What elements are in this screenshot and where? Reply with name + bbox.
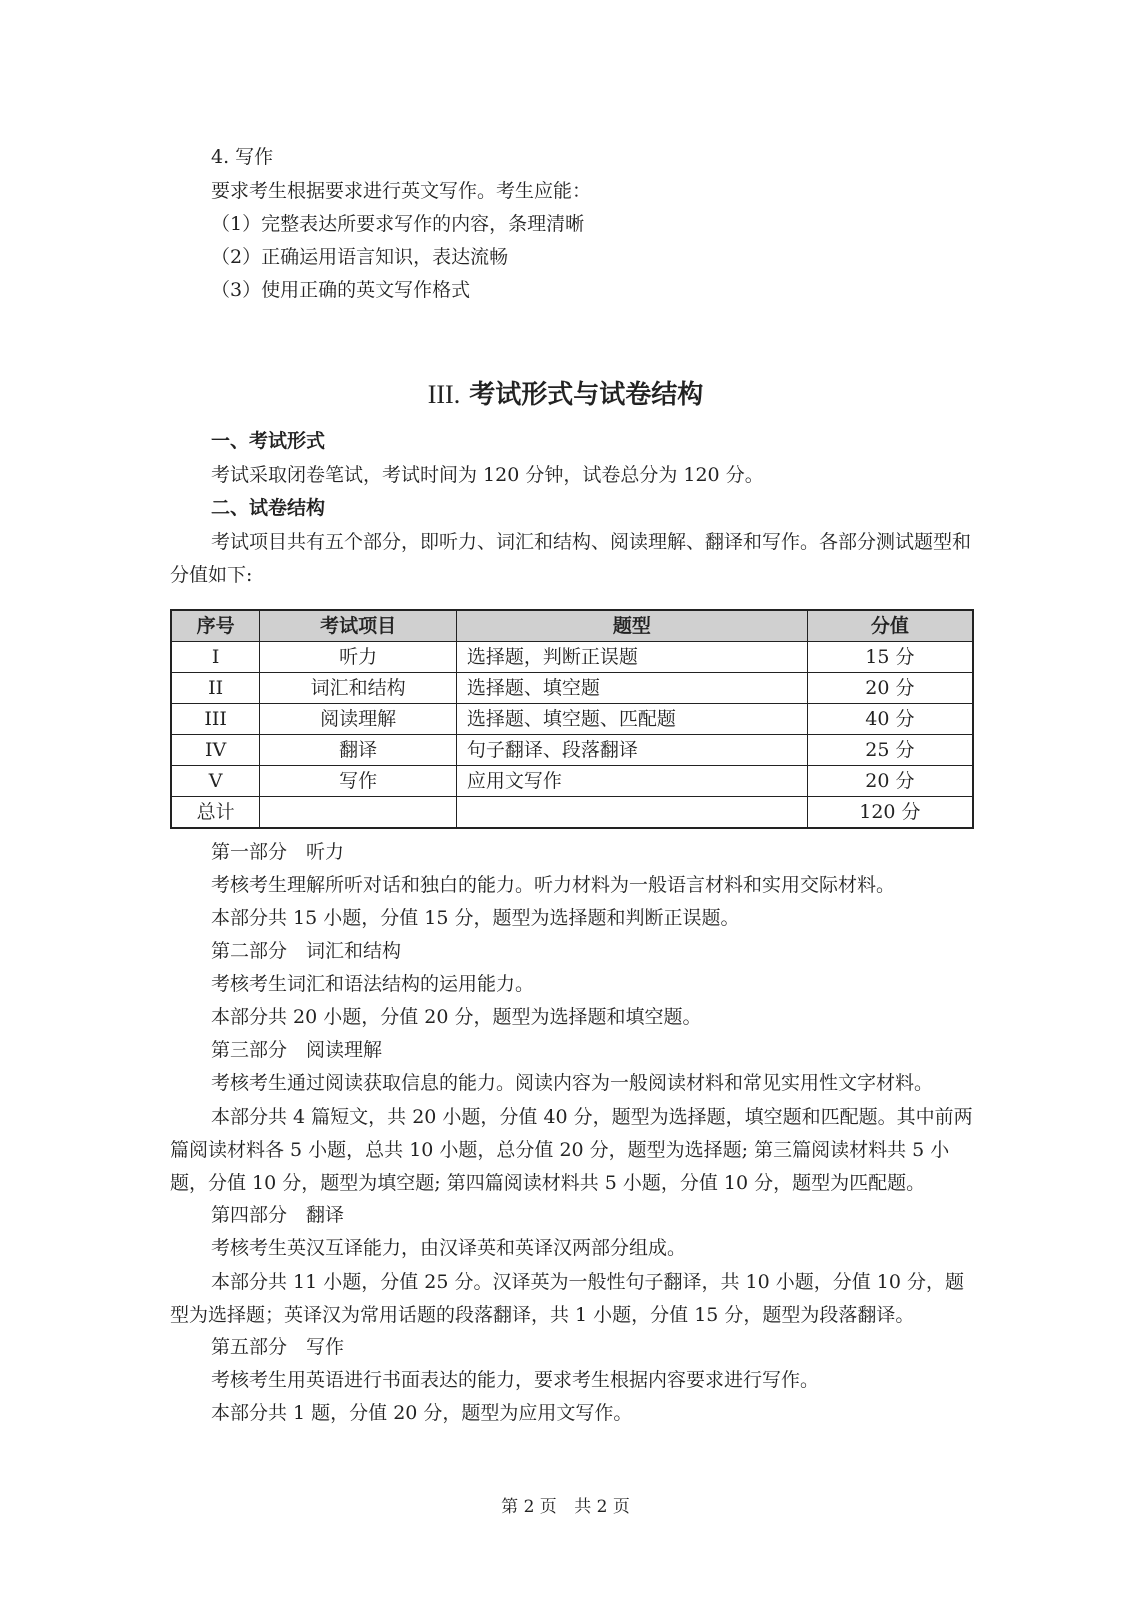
cell-item: 翻译 [260, 735, 456, 766]
cell-item [260, 797, 456, 829]
cell-number: IV [171, 735, 260, 766]
cell-question-type: 选择题、填空题、匹配题 [456, 704, 807, 735]
exam-structure-heading: 二、试卷结构 [211, 497, 326, 519]
score-table [170, 609, 974, 829]
writing-intro: 要求考生根据要求进行英文写作。考生应能： [211, 180, 592, 202]
part5-line2: 本部分共 1 题，分值 20 分，题型为应用文写作。 [211, 1402, 633, 1424]
part5-heading: 第五部分 写作 [211, 1336, 345, 1358]
cell-question-type: 句子翻译、段落翻译 [456, 735, 807, 766]
writing-item-2: （2）正确运用语言知识，表达流畅 [211, 246, 509, 268]
writing-heading: 4. 写作 [211, 146, 274, 168]
section-title [0, 382, 1131, 408]
part1-line1: 考核考生理解所听对话和独白的能力。听力材料为一般语言材料和实用交际材料。 [211, 874, 896, 896]
header-question-type: 题型 [456, 610, 807, 642]
section-roman-numeral: III. [427, 380, 461, 409]
exam-structure-text: 考试项目共有五个部分，即听力、词汇和结构、阅读理解、翻译和写作。各部分测试题型和分值如下: [170, 531, 972, 586]
table-row [171, 704, 973, 735]
part5-line1: 考核考生用英语进行书面表达的能力，要求考生根据内容要求进行写作。 [211, 1369, 820, 1391]
part1-heading: 第一部分 听力 [211, 841, 345, 863]
cell-number: V [171, 766, 260, 797]
cell-item: 词汇和结构 [260, 673, 456, 704]
cell-number: I [171, 642, 260, 673]
table-row [171, 735, 973, 766]
cell-total-label: 总计 [171, 797, 260, 829]
part1-line2: 本部分共 15 小题，分值 15 分，题型为选择题和判断正误题。 [211, 907, 740, 929]
cell-number: III [171, 704, 260, 735]
part4-line2: 本部分共 11 小题，分值 25 分。汉译英为一般性句子翻译，共 10 小题，分值 10 分，题型为选择题；英译汉为常用话题的段落翻译，共 1 小题，分值 15 分，题型为段落翻译。 [170, 1271, 965, 1326]
table-row [171, 642, 973, 673]
header-number: 序号 [171, 610, 260, 642]
table-row [171, 766, 973, 797]
cell-score: 40 分 [807, 704, 973, 735]
cell-question-type: 选择题、填空题 [456, 673, 807, 704]
header-score: 分值 [807, 610, 973, 642]
cell-total-score: 120 分 [807, 797, 973, 829]
cell-question-type: 应用文写作 [456, 766, 807, 797]
cell-score: 15 分 [807, 642, 973, 673]
cell-number: II [171, 673, 260, 704]
cell-item: 写作 [260, 766, 456, 797]
exam-form-heading: 一、考试形式 [211, 430, 326, 452]
cell-item: 阅读理解 [260, 704, 456, 735]
page-total: 共 2 页 [574, 1497, 630, 1517]
cell-score: 20 分 [807, 766, 973, 797]
cell-question-type: 选择题，判断正误题 [456, 642, 807, 673]
part2-line1: 考核考生词汇和语法结构的运用能力。 [211, 973, 535, 995]
writing-item-3: （3）使用正确的英文写作格式 [211, 279, 471, 301]
cell-item: 听力 [260, 642, 456, 673]
part2-line2: 本部分共 20 小题，分值 20 分，题型为选择题和填空题。 [211, 1006, 702, 1028]
table-row [171, 673, 973, 704]
part4-heading: 第四部分 翻译 [211, 1204, 345, 1226]
page-number: 第 2 页 [501, 1497, 557, 1517]
cell-question-type [456, 797, 807, 829]
part3-heading: 第三部分 阅读理解 [211, 1039, 383, 1061]
part4-line1: 考核考生英汉互译能力，由汉译英和英译汉两部分组成。 [211, 1237, 687, 1259]
table-header-row [171, 610, 973, 642]
section-title-text: 考试形式与试卷结构 [469, 380, 704, 410]
part3-line1: 考核考生通过阅读获取信息的能力。阅读内容为一般阅读材料和常见实用性文字材料。 [211, 1072, 934, 1094]
cell-score: 25 分 [807, 735, 973, 766]
header-item: 考试项目 [260, 610, 456, 642]
part2-heading: 第二部分 词汇和结构 [211, 940, 402, 962]
table-total-row [171, 797, 973, 829]
writing-item-1: （1）完整表达所要求写作的内容，条理清晰 [211, 213, 585, 235]
exam-form-text: 考试采取闭卷笔试，考试时间为 120 分钟，试卷总分为 120 分。 [211, 464, 764, 486]
part3-line2: 本部分共 4 篇短文，共 20 小题，分值 40 分，题型为选择题，填空题和匹配题。其中前两篇阅读材料各 5 小题，总共 10 小题，总分值 20 分，题型为选择题; 第三篇阅读材料共 5 小题，分值 10 分，题型为填空题; 第四篇阅读材料共 5 小题，分值 10 分，题型为匹配题。 [170, 1106, 973, 1194]
page-footer [0, 1492, 1131, 1517]
cell-score: 20 分 [807, 673, 973, 704]
